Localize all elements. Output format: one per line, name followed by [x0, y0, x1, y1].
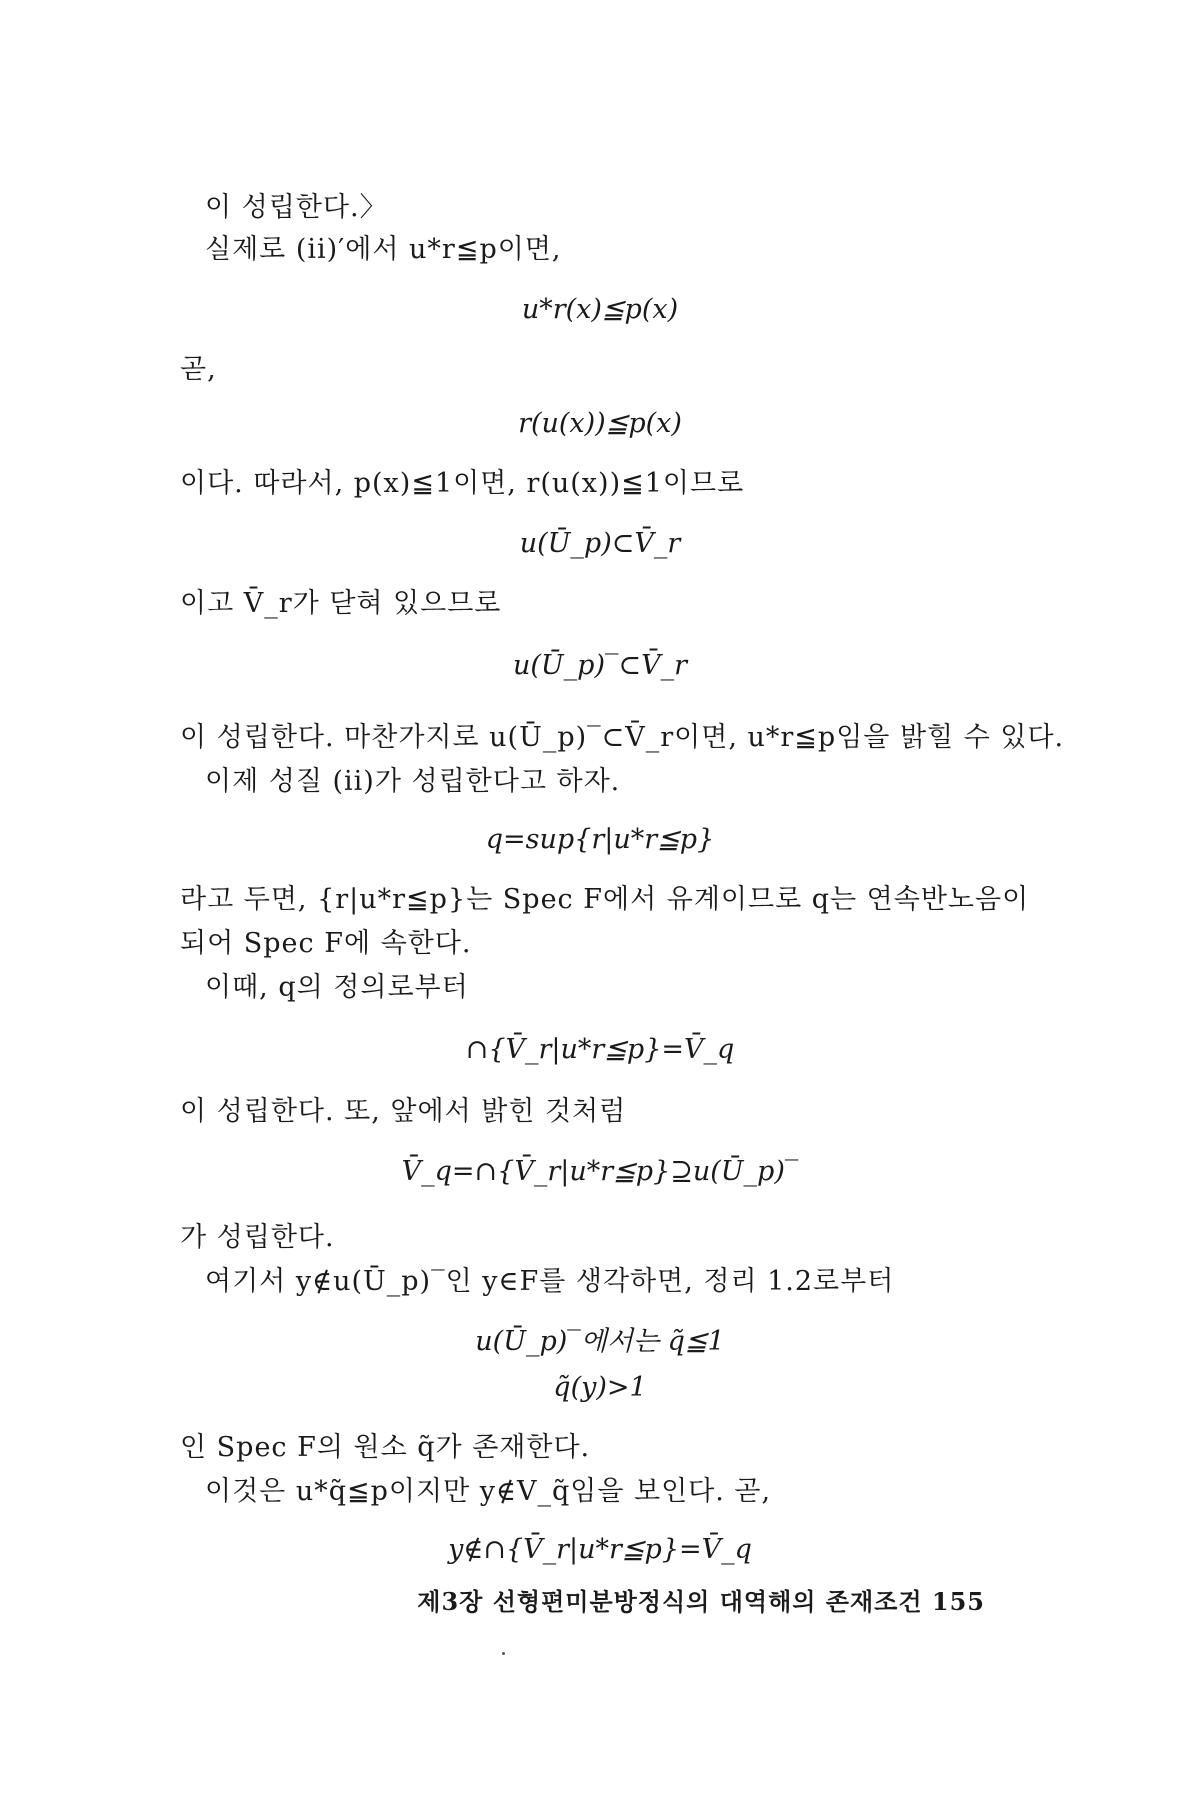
- text-line-15: 이것은 u*q̃≦p이지만 y∉V_q̃임을 보인다. 곧,: [205, 1476, 772, 1507]
- equation-7: V̄_q=∩{V̄_r|u*r≦p}⊇u(Ū_p)‾: [401, 1156, 799, 1187]
- text-line-2: 실제로 (ii)′에서 u*r≦p이면,: [205, 234, 562, 265]
- equation-4: u(Ū_p)‾⊂V̄_r: [512, 650, 688, 681]
- print-speck: [502, 1652, 505, 1655]
- text-line-14: 인 Spec F의 원소 q̃가 존재한다.: [180, 1432, 591, 1463]
- text-line-13: 여기서 y∉u(Ū_p)‾인 y∈F를 생각하면, 정리 1.2로부터: [205, 1266, 895, 1297]
- text-line-3: 곧,: [180, 354, 217, 385]
- equation-10: y∉∩{V̄_r|u*r≦p}=V̄_q: [448, 1534, 752, 1565]
- equation-3: u(Ū_p)⊂V̄_r: [519, 528, 681, 559]
- text-line-4: 이다. 따라서, p(x)≦1이면, r(u(x))≦1이므로: [180, 468, 745, 499]
- equation-9: q̃(y)>1: [553, 1372, 647, 1403]
- text-line-6: 이 성립한다. 마찬가지로 u(Ū_p)‾⊂V̄_r이면, u*r≦p임을 밝힐 수 있다.: [180, 722, 1065, 753]
- text-line-9: 되어 Spec F에 속한다.: [180, 928, 472, 959]
- equation-1: u*r(x)≦p(x): [521, 294, 679, 325]
- text-line-12: 가 성립한다.: [180, 1222, 335, 1253]
- text-line-7: 이제 성질 (ii)가 성립한다고 하자.: [205, 766, 621, 797]
- equation-2: r(u(x))≦p(x): [518, 408, 682, 439]
- text-line-5: 이고 V̄_r가 닫혀 있으므로: [180, 588, 502, 619]
- equation-8: u(Ū_p)‾에서는 q̃≦1: [475, 1326, 725, 1357]
- running-footer: 제3장 선형편미분방정식의 대역해의 존재조건 155: [417, 1587, 985, 1616]
- equation-5: q=sup{r|u*r≦p}: [485, 824, 715, 855]
- text-line-8: 라고 두면, {r|u*r≦p}는 Spec F에서 유계이므로 q는 연속반노음이: [180, 884, 1030, 915]
- equation-6: ∩{V̄_r|u*r≦p}=V̄_q: [465, 1034, 735, 1065]
- text-line-10: 이때, q의 정의로부터: [205, 972, 469, 1003]
- text-line-1: 이 성립한다.〉: [205, 192, 388, 223]
- text-line-11: 이 성립한다. 또, 앞에서 밝힌 것처럼: [180, 1096, 627, 1127]
